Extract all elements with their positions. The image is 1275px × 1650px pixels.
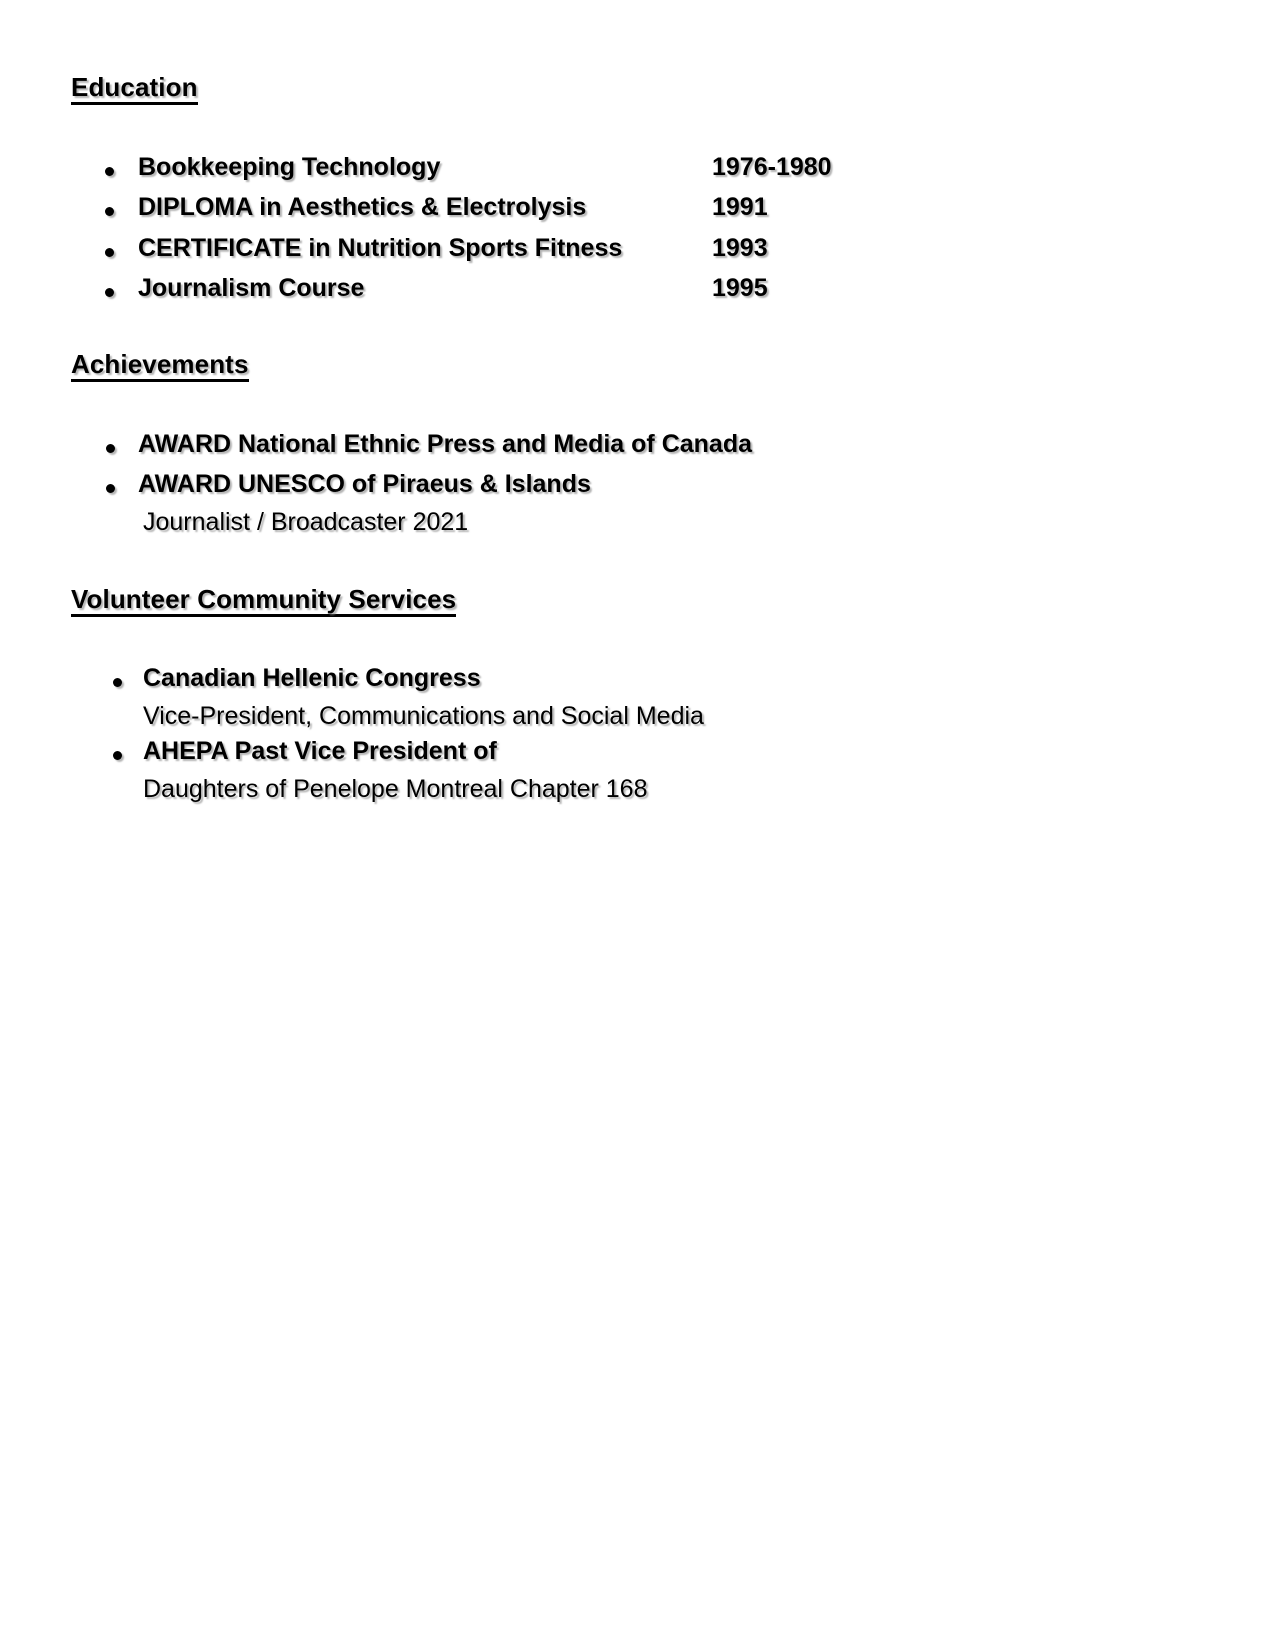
volunteer-entry-title: AHEPA Past Vice President of — [143, 737, 497, 765]
bullet-icon — [105, 288, 114, 297]
volunteer-entry-subtitle: Daughters of Penelope Montreal Chapter 168 — [143, 775, 648, 803]
bullet-icon — [106, 484, 115, 493]
education-entry-title: Journalism Course — [138, 274, 365, 302]
achievement-entry-subtitle: Journalist / Broadcaster 2021 — [143, 508, 469, 536]
section-heading-achievements: Achievements — [71, 351, 249, 382]
achievement-entry-title: AWARD National Ethnic Press and Media of Canada — [138, 430, 753, 458]
achievement-entry-title: AWARD UNESCO of Piraeus & Islands — [138, 470, 591, 498]
section-heading-volunteer: Volunteer Community Services — [71, 586, 456, 617]
education-entry-title: DIPLOMA in Aesthetics & Electrolysis — [138, 193, 587, 221]
bullet-icon — [113, 751, 122, 760]
bullet-icon — [105, 207, 114, 216]
education-entry-date: 1976-1980 — [712, 153, 832, 181]
education-entry-title: Bookkeeping Technology — [138, 153, 441, 181]
education-entry-date: 1995 — [712, 274, 768, 302]
education-entry-date: 1993 — [712, 234, 768, 262]
bullet-icon — [113, 678, 122, 687]
volunteer-entry-title: Canadian Hellenic Congress — [143, 664, 481, 692]
education-entry-title: CERTIFICATE in Nutrition Sports Fitness — [138, 234, 623, 262]
education-entry-date: 1991 — [712, 193, 768, 221]
bullet-icon — [105, 167, 114, 176]
bullet-icon — [106, 444, 115, 453]
volunteer-entry-subtitle: Vice-President, Communications and Social Media — [143, 702, 704, 730]
bullet-icon — [105, 248, 114, 257]
section-heading-education: Education — [71, 74, 198, 105]
